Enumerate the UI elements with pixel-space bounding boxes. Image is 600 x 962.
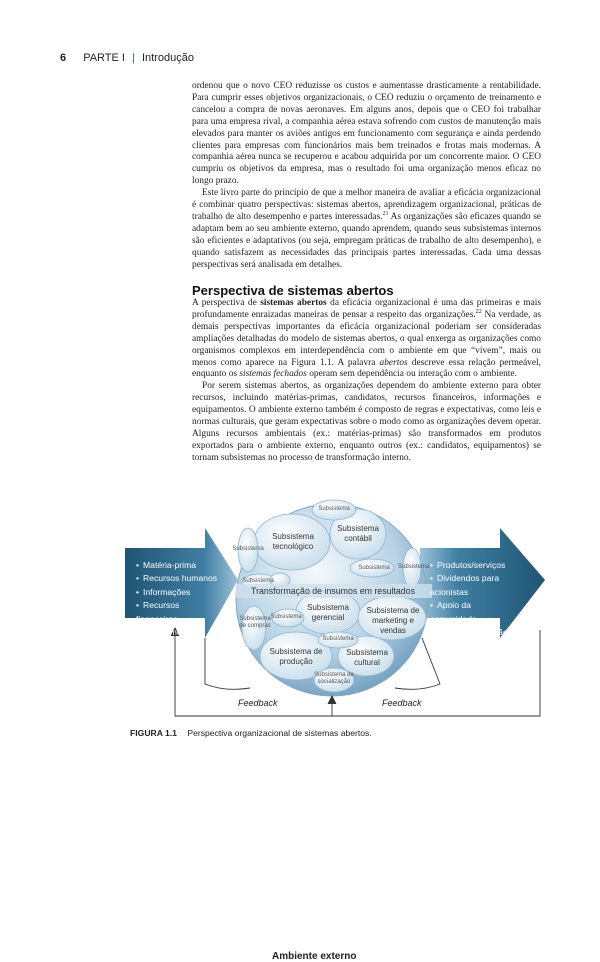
subsystem-gerencial: Subsistema gerencial (307, 603, 349, 622)
feedback-label-left: Feedback (238, 698, 278, 708)
paragraph-text: operam sem dependência ou interação com o ambiente. (306, 369, 517, 380)
subsystem-tecnologico: Subsistema tecnológico (272, 532, 314, 551)
paragraph-text: Este livro parte do princípio de que a melhor maneira de avaliar a eficácia organizacional é combinar quatro perspectivas: sistemas abertos, aprendizagem organizacional, práticas de trabalho de alto desempenho e partes interessadas. (192, 188, 541, 222)
body-text-section (192, 298, 541, 465)
subsystem-marketing: Subsistema de marketing e vendas (366, 606, 420, 635)
input-item: • Recursos humanos (136, 572, 220, 585)
body-text-intro (192, 81, 541, 272)
figure-open-systems (0, 470, 600, 962)
paragraph-text: da eficácia organizacional é uma das primeiras e mais profundamente enraizadas maneiras de pensar a respeito das organizações. (192, 298, 541, 320)
subsystem-socializacao: Subsistema de socialização (314, 672, 354, 685)
part-label: PARTE I (83, 52, 125, 64)
figure-title: Ambiente externo (272, 951, 357, 962)
chapter-label: Introdução (141, 52, 194, 64)
paragraph-text: descreve essa relação permeável, enquanto os (192, 357, 541, 380)
subsystem-contabil: Subsistema contábil (337, 524, 379, 543)
paragraph (192, 298, 541, 381)
running-head-separator: | (132, 52, 135, 64)
subsystem-label-small: Subsistema (322, 636, 354, 642)
paragraph-text: As organizações são eficazes quando se adaptam bem ao seu ambiente externo, quando aprendem, quando seus subsistemas internos são eficientes e adaptativos (ou seja, empregam práticas de trabalho de alto desempenho), e quando satisfazem as necessidades das principais partes interessadas. Cada uma dessas perspectivas será analisada em detalhes. (192, 211, 542, 270)
running-head (60, 52, 194, 64)
figure-caption-label: FIGURA 1.1 (130, 728, 177, 738)
output-item: • Dividendos para acionistas (430, 572, 520, 599)
input-item: • Equipamentos (136, 626, 220, 639)
figure-caption (130, 728, 372, 738)
subsystem-label-small: Subsistema (232, 546, 264, 552)
paragraph-text: A perspectiva de (192, 298, 261, 308)
subsystem-label-small: Subsistema (242, 578, 274, 584)
feedback-label-right: Feedback (382, 698, 422, 708)
paragraph-text: Na verdade, as demais perspectivas importantes da eficácia organizacional poderiam ser consideradas ampliações detalhadas do modelo de sistemas abertos, o qual enxerga as organizações como organismos complexos em interdependência com o ambiente em que “vivem”, mais ou menos como aparece na Figura 1.1. A palavra (192, 309, 541, 368)
figure-caption-text: Perspectiva organizacional de sistemas abertos. (187, 728, 372, 738)
subsystem-cultural: Subsistema cultural (346, 648, 388, 667)
subsystem-label-small: Subsistema (358, 565, 390, 571)
paragraph (192, 188, 541, 271)
term-italic: abertos (379, 357, 408, 368)
output-item: • Resíduos/poluição (430, 626, 520, 639)
page-number: 6 (60, 52, 67, 64)
outputs-list (430, 559, 520, 639)
section-heading: Perspectiva de sistemas abertos (192, 283, 394, 298)
subsystem-label-small: Subsistema (270, 614, 302, 620)
term-italic: sistemas fechados (239, 369, 307, 380)
input-item: • Recursos financeiros (136, 599, 220, 626)
output-item: • Produtos/serviços (430, 559, 520, 572)
paragraph: ordenou que o novo CEO reduzisse os custos e aumentasse drasticamente a rentabilidade. Para cumprir esses objetivos organizacionais, o CEO reduziu o orçamento de treinamento e cancelou a compra de novas aeronaves. Em alguns anos, depois que o CEO foi trabalhar para uma empresa rival, a companhia aérea estava sofrendo com custos de manutenção mais elevados para manter os aviões antigos em funcionamento com segurança e ainda perdendo clientes para empresas com funcionários mais bem treinados e frotas mais modernas. A companhia aérea nunca se recuperou e acabou adquirida por um concorrente maior. O CEO cumpriu os objetivos da empresa, mas o resultado foi uma organização menos eficaz no longo prazo. (192, 81, 541, 187)
paragraph: Por serem sistemas abertos, as organizações dependem do ambiente externo para obter recursos, incluindo matérias-primas, candidatos, recursos financeiros, informações e equipamentos. O ambiente externo também é composto de regras e expectativas, como leis e normas culturais, que geram expectativas sobre o modo como as organizações devem operar. Alguns recursos ambientais (ex.: matérias-primas) são transformados em produtos exportados para o ambiente externo, enquanto outros (ex.: candidatos, equipamentos) se tornam subsistemas no processo de transformação interno. (192, 381, 541, 463)
input-item: • Informações (136, 586, 220, 599)
footnote-ref: 21 (382, 210, 389, 217)
subsystem-label-small: Subsistema (398, 564, 430, 570)
footnote-ref: 22 (475, 308, 482, 315)
subsystem-label-small: Subsistema (318, 506, 350, 512)
subsystem-compras: Subsistema de compras (239, 616, 271, 629)
output-item: • Apoio da comunidade (430, 599, 520, 626)
term-bold: sistemas abertos (260, 298, 327, 308)
inputs-list (136, 559, 220, 639)
subsystem-producao: Subsistema de produção (269, 647, 323, 666)
input-item: • Matéria-prima (136, 559, 220, 572)
transformation-label: Transformação de insumos em resultados (251, 586, 415, 596)
